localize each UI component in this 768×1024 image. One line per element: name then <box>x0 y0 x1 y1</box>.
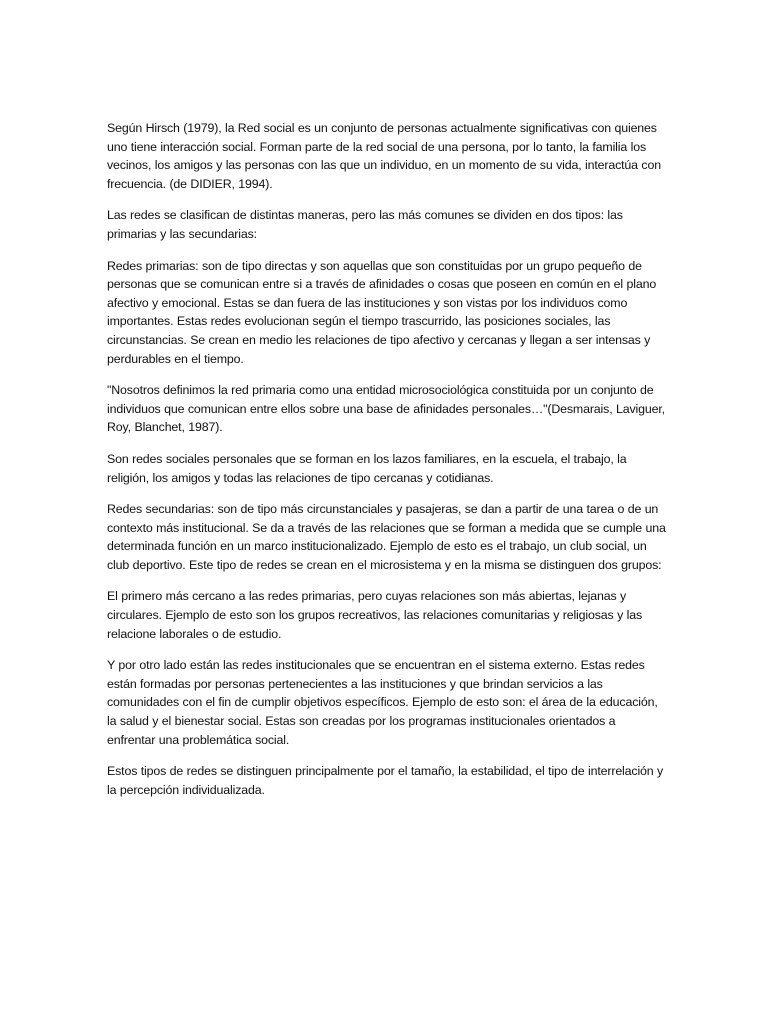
paragraph-institutional-networks: Y por otro lado están las redes institucionales que se encuentran en el sistema externo. Estas redes están formadas por personas pertenecientes a las instituciones y que brindan servicios a las comunidades con el fin de cumplir objetivos específicos. Ejemplo de esto son: el área de la educación, la salud y el bienestar social. Estas son creadas por los programas institucionales orientados a enfrentar una problemática social. <box>107 658 658 747</box>
paragraph-conclusion: Estos tipos de redes se distinguen principalmente por el tamaño, la estabilidad, el tipo de interrelación y la percepción individualizada. <box>107 764 664 797</box>
paragraph-classification: Las redes se clasifican de distintas maneras, pero las más comunes se dividen en dos tipos: las primarias y las secundarias: <box>107 208 623 241</box>
paragraph-hirsch-definition: Según Hirsch (1979), la Red social es un conjunto de personas actualmente significativas con quienes uno tiene interacción social. Forman parte de la red social de una persona, por lo tanto, la familia los vecinos, los amigos y las personas con las que un individuo, en un momento de su vida, interactúa con frecuencia. (de DIDIER, 1994). <box>107 121 661 191</box>
paragraph-first-group: El primero más cercano a las redes primarias, pero cuyas relaciones son más abiertas, lejanas y circulares. Ejemplo de esto son los grupos recreativos, las relaciones comunitarias y religiosas y las relacione laborales o de estudio. <box>107 589 642 641</box>
paragraph-quote-desmarais: "Nosotros definimos la red primaria como una entidad microsociológica constituida por un conjunto de individuos que comunican entre ellos sobre una base de afinidades personales…"(Desmarais, Laviguer, Roy, Blanchet, 1987). <box>107 383 665 435</box>
paragraph-personal-networks: Son redes sociales personales que se forman en los lazos familiares, en la escuela, el trabajo, la religión, los amigos y todas las relaciones de tipo cercanas y cotidianas. <box>107 451 627 485</box>
paragraph-primary-networks: Redes primarias: son de tipo directas y son aquellas que son constituidas por un grupo pequeño de personas que se comunican entre si a través de afinidades o cosas que poseen en común en el plano afectivo y emocional. Estas se dan fuera de las instituciones y son vistas por los individuos como importantes. Estas redes evolucionan según el tiempo trascurrido, las posiciones sociales, las circunstancias. Se crean en medio les relaciones de tipo afectivo y cercanas y llegan a ser intensas y perdurables en el tiempo. <box>107 258 657 366</box>
paragraph-secondary-networks: Redes secundarias: son de tipo más circunstanciales y pasajeras, se dan a partir de una tarea o de un contexto más institucional. Se da a través de las relaciones que se forman a medida que se cumple una determinada función en un marco institucionalizado. Ejemplo de esto es el trabajo, un club social, un club deportivo. Este tipo de redes se crean en el microsistema y en la misma se distinguen dos grupos: <box>107 502 666 572</box>
document-body <box>107 119 667 812</box>
